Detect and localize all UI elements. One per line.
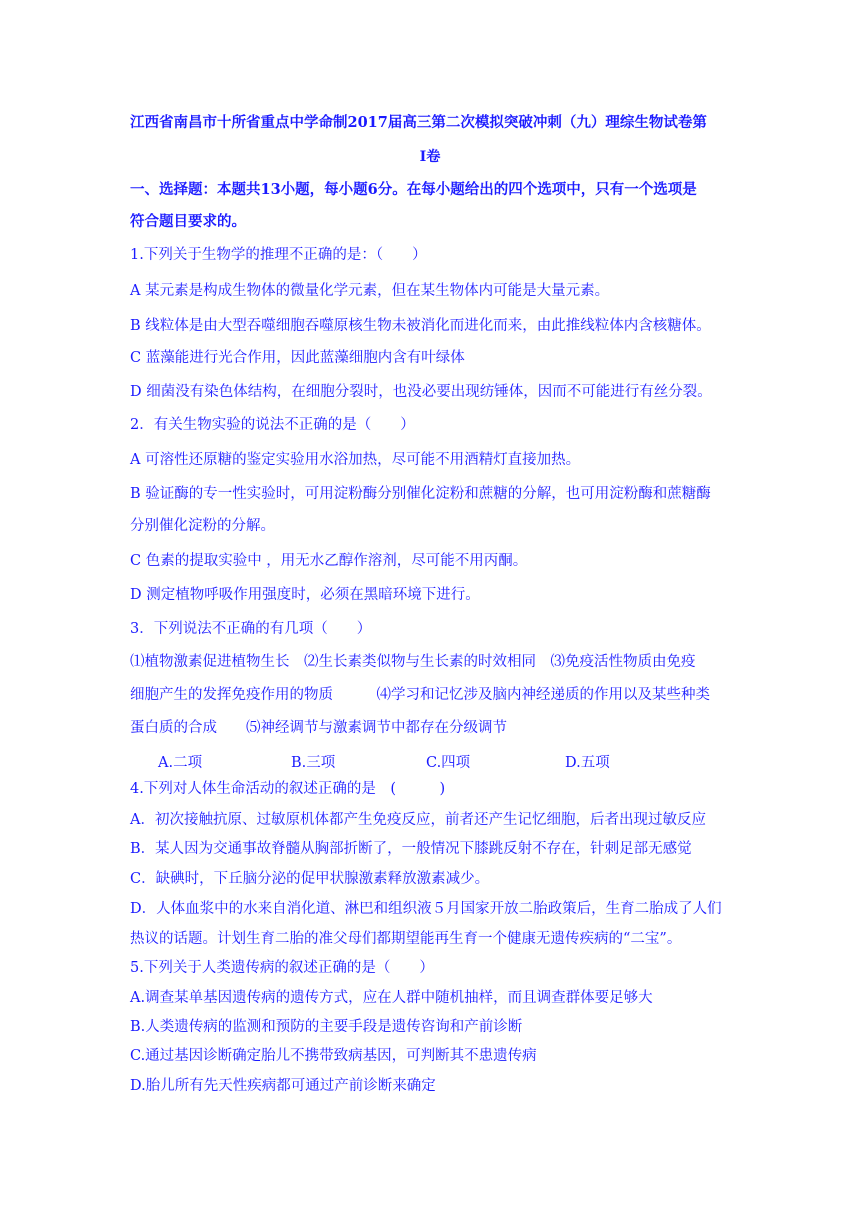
q4-option-d-line-2: 热议的话题。计划生育二胎的准父母们都期望能再生育一个健康无遗传疾病的“二宝”。 xyxy=(130,931,682,947)
q5-option-a: A.调查某单基因遗传病的遗传方式，应在人群中随机抽样，而且调查群体要足够大 xyxy=(130,990,653,1006)
q1-option-c: C 蓝藻能进行光合作用，因此蓝藻细胞内含有叶绿体 xyxy=(130,350,465,366)
q5-option-d: D.胎儿所有先天性疾病都可通过产前诊断来确定 xyxy=(130,1078,436,1094)
q2-option-a: A 可溶性还原糖的鉴定实验用水浴加热，尽可能不用酒精灯直接加热。 xyxy=(130,452,581,468)
q2-option-c: C 色素的提取实验中 ，用无水乙醇作溶剂，尽可能不用丙酮。 xyxy=(130,553,528,569)
q5-stem: 5.下列关于人类遗传病的叙述正确的是（ ） xyxy=(130,960,434,976)
exam-title-line-1: 江西省南昌市十所省重点中学命制2017届高三第二次模拟突破冲刺（九）理综生物试卷第 xyxy=(130,114,707,131)
q2-option-b-line-1: B 验证酶的专一性实验时，可用淀粉酶分别催化淀粉和蔗糖的分解，也可用淀粉酶和蔗糖酶 xyxy=(130,486,711,502)
q3-option-d: D.五项 xyxy=(565,755,610,771)
q4-stem: 4.下列对人体生命活动的叙述正确的是 ( ) xyxy=(130,781,446,797)
q2-option-d: D 测定植物呼吸作用强度时，必须在黑暗环境下进行。 xyxy=(130,587,480,603)
q4-option-b: B．某人因为交通事故脊髓从胸部折断了，一般情况下膝跳反射不存在，针刺足部无感觉 xyxy=(130,841,692,857)
q5-option-c: C.通过基因诊断确定胎儿不携带致病基因，可判断其不患遗传病 xyxy=(130,1048,537,1064)
q3-option-a: A.二项 xyxy=(158,755,203,771)
section-heading-line-2: 符合题目要求的。 xyxy=(130,213,246,230)
q3-option-b: B.三项 xyxy=(291,755,336,771)
q1-option-b: B 线粒体是由大型吞噬细胞吞噬原核生物未被消化而进化而来，由此推线粒体内含核糖体。 xyxy=(130,318,711,334)
q3-statement-line-1: ⑴植物激素促进植物生长 ⑵生长素类似物与生长素的时效相同 ⑶免疫活性物质由免疫 xyxy=(130,654,696,670)
section-heading-line-1: 一、选择题：本题共13小题，每小题6分。在每小题给出的四个选项中，只有一个选项是 xyxy=(130,181,697,198)
q4-option-a: A．初次接触抗原、过敏原机体都产生免疫反应，前者还产生记忆细胞，后者出现过敏反应 xyxy=(130,812,706,828)
q4-option-c: C．缺碘时，下丘脑分泌的促甲状腺激素释放激素减少。 xyxy=(130,871,490,887)
q1-stem: 1.下列关于生物学的推理不正确的是：（ ） xyxy=(130,247,427,263)
q5-option-b: B.人类遗传病的监测和预防的主要手段是遗传咨询和产前诊断 xyxy=(130,1019,523,1035)
q1-option-a: A 某元素是构成生物体的微量化学元素，但在某生物体内可能是大量元素。 xyxy=(130,283,610,299)
q4-option-d-line-1: D．人体血浆中的水来自消化道、淋巴和组织液５月国家开放二胎政策后，生育二胎成了人们 xyxy=(130,901,722,917)
exam-title-line-2: I卷 xyxy=(419,149,441,165)
q3-statement-line-3: 蛋白质的合成 ⑸神经调节与激素调节中都存在分级调节 xyxy=(130,720,507,736)
q2-stem: 2．有关生物实验的说法不正确的是（ ） xyxy=(130,417,415,433)
q2-option-b-line-2: 分别催化淀粉的分解。 xyxy=(130,518,275,534)
q3-option-c: C.四项 xyxy=(426,755,471,771)
q1-option-d: D 细菌没有染色体结构，在细胞分裂时，也没必要出现纺锤体，因而不可能进行有丝分裂。 xyxy=(130,384,712,400)
q3-stem: 3．下列说法不正确的有几项（ ） xyxy=(130,621,372,637)
q3-statement-line-2: 细胞产生的发挥免疫作用的物质 ⑷学习和记忆涉及脑内神经递质的作用以及某些种类 xyxy=(130,687,710,703)
